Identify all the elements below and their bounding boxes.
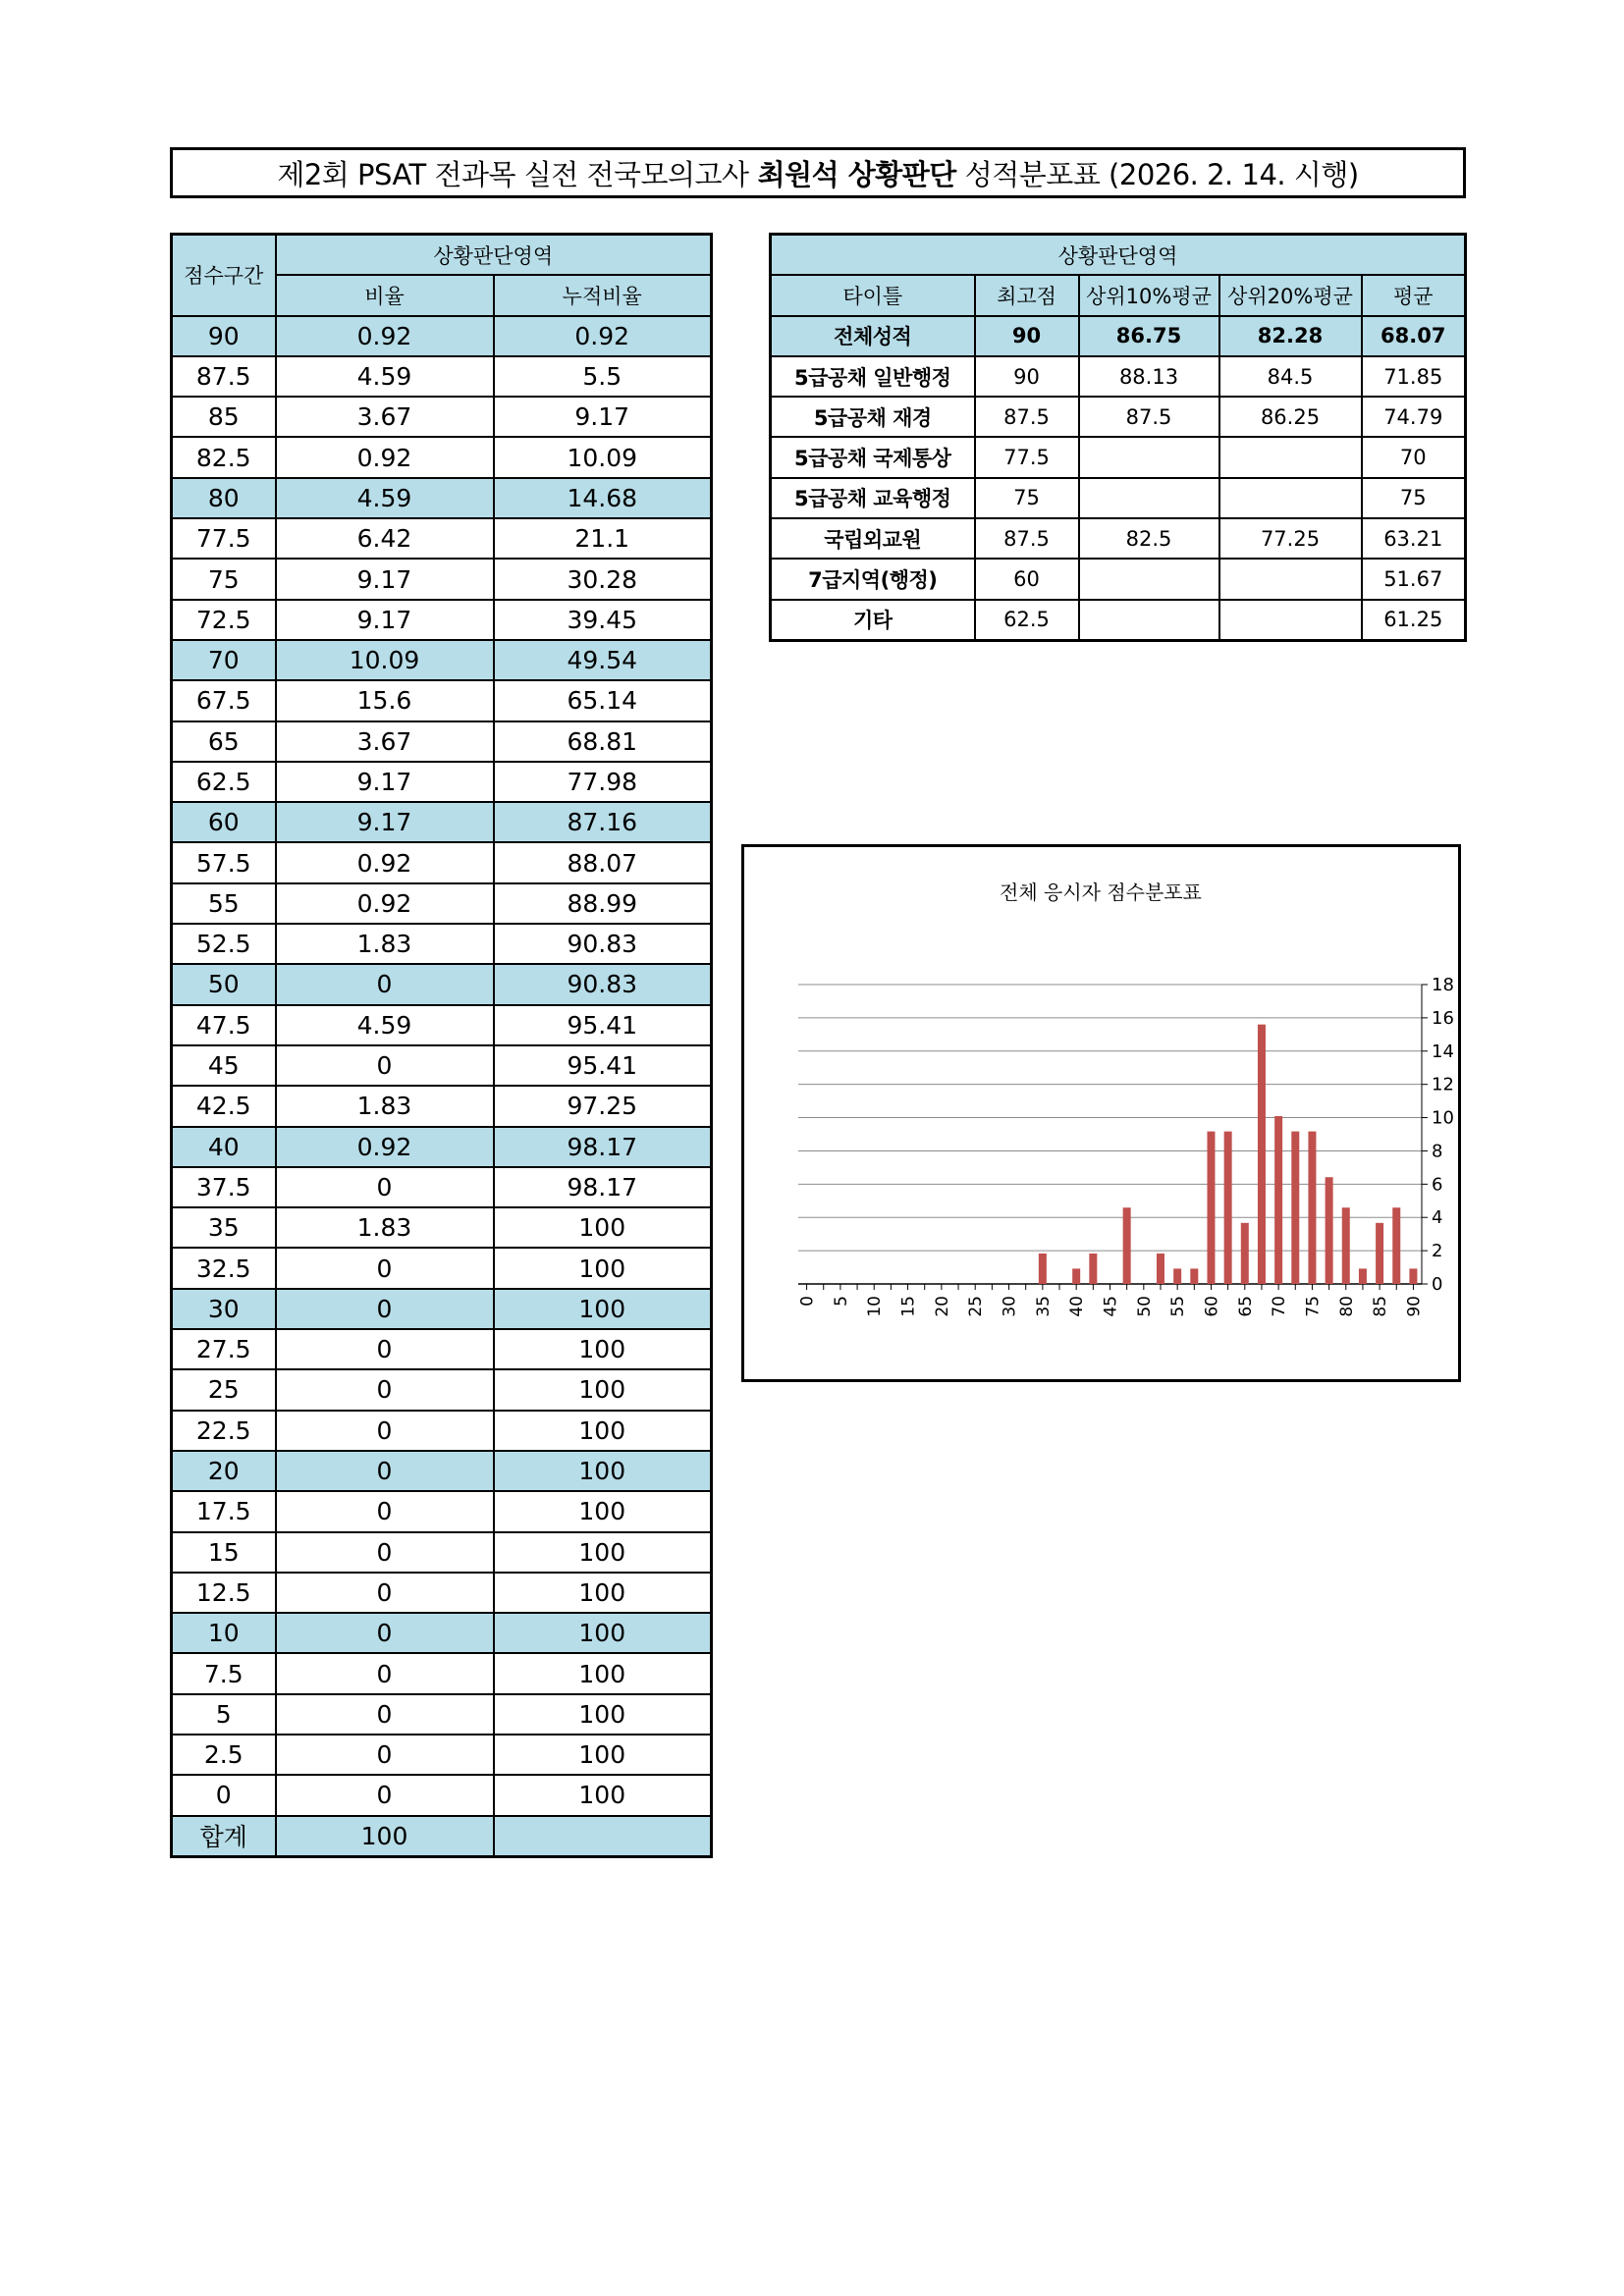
score-row bbox=[172, 1451, 712, 1491]
ratio-cell: 0 bbox=[276, 1248, 494, 1288]
column-header-title: 타이틀 bbox=[771, 275, 975, 315]
x-tick-label: 45 bbox=[1101, 1296, 1121, 1317]
top20-avg-cell bbox=[1219, 478, 1362, 518]
cumulative-cell: 100 bbox=[494, 1451, 712, 1491]
score-cell: 35 bbox=[172, 1207, 276, 1248]
x-tick-label: 40 bbox=[1067, 1296, 1088, 1317]
ratio-cell: 0.92 bbox=[276, 437, 494, 477]
score-row bbox=[172, 842, 712, 882]
score-row bbox=[172, 437, 712, 477]
bar bbox=[1274, 1116, 1282, 1284]
ratio-cell: 9.17 bbox=[276, 762, 494, 802]
chart-bars bbox=[1039, 1025, 1418, 1284]
score-cell: 52.5 bbox=[172, 924, 276, 964]
cumulative-cell: 10.09 bbox=[494, 437, 712, 477]
top20-avg-cell bbox=[1219, 600, 1362, 641]
stats-label-cell: 5급공채 교육행정 bbox=[771, 478, 975, 518]
ratio-cell: 6.42 bbox=[276, 518, 494, 559]
y-tick-label: 12 bbox=[1432, 1074, 1454, 1095]
bar bbox=[1409, 1268, 1417, 1284]
x-tick-label: 50 bbox=[1134, 1296, 1155, 1317]
score-cell: 75 bbox=[172, 559, 276, 599]
ratio-cell: 0 bbox=[276, 1369, 494, 1410]
score-cell: 42.5 bbox=[172, 1086, 276, 1126]
total-value: 100 bbox=[276, 1816, 494, 1857]
score-cell: 70 bbox=[172, 640, 276, 680]
ratio-cell: 9.17 bbox=[276, 802, 494, 842]
top10-avg-cell bbox=[1079, 600, 1219, 641]
ratio-cell: 9.17 bbox=[276, 600, 494, 640]
score-row bbox=[172, 1248, 712, 1288]
score-cell: 72.5 bbox=[172, 600, 276, 640]
x-tick-label: 15 bbox=[898, 1296, 919, 1317]
score-row bbox=[172, 1775, 712, 1815]
score-cell: 62.5 bbox=[172, 762, 276, 802]
score-table-body bbox=[172, 316, 712, 1857]
y-tick-label: 18 bbox=[1432, 975, 1454, 995]
ratio-cell: 0.92 bbox=[276, 883, 494, 924]
bar bbox=[1173, 1268, 1181, 1284]
score-row bbox=[172, 1369, 712, 1410]
top20-avg-cell: 82.28 bbox=[1219, 316, 1362, 356]
bar bbox=[1190, 1268, 1198, 1284]
x-tick-label: 90 bbox=[1404, 1296, 1425, 1317]
bar bbox=[1123, 1207, 1131, 1284]
cumulative-cell: 95.41 bbox=[494, 1005, 712, 1045]
top10-avg-cell: 87.5 bbox=[1079, 397, 1219, 437]
score-row bbox=[172, 640, 712, 680]
bar bbox=[1359, 1268, 1367, 1284]
cumulative-cell: 100 bbox=[494, 1735, 712, 1775]
score-row bbox=[172, 397, 712, 437]
ratio-cell: 0 bbox=[276, 1329, 494, 1369]
x-tick-label: 30 bbox=[1000, 1296, 1020, 1317]
x-tick-label: 10 bbox=[865, 1296, 886, 1317]
ratio-cell: 0 bbox=[276, 964, 494, 1004]
x-tick-label: 55 bbox=[1168, 1296, 1189, 1317]
score-cell: 77.5 bbox=[172, 518, 276, 559]
stats-row bbox=[771, 316, 1466, 356]
title-prefix: 제2회 PSAT 전과목 실전 전국모의고사 bbox=[277, 157, 749, 191]
ratio-cell: 0 bbox=[276, 1653, 494, 1693]
average-cell: 68.07 bbox=[1362, 316, 1466, 356]
ratio-cell: 0 bbox=[276, 1045, 494, 1086]
stats-row bbox=[771, 559, 1466, 599]
ratio-cell: 4.59 bbox=[276, 356, 494, 397]
cumulative-cell: 100 bbox=[494, 1248, 712, 1288]
x-tick-label: 70 bbox=[1270, 1296, 1290, 1317]
x-tick-label: 0 bbox=[797, 1296, 818, 1307]
score-cell: 30 bbox=[172, 1289, 276, 1329]
bar bbox=[1392, 1207, 1400, 1284]
score-cell: 65 bbox=[172, 721, 276, 762]
ratio-cell: 10.09 bbox=[276, 640, 494, 680]
ratio-cell: 1.83 bbox=[276, 1086, 494, 1126]
ratio-header: 비율 bbox=[276, 275, 494, 315]
score-cell: 90 bbox=[172, 316, 276, 356]
score-row bbox=[172, 762, 712, 802]
stats-label-cell: 전체성적 bbox=[771, 316, 975, 356]
score-row bbox=[172, 356, 712, 397]
ratio-cell: 4.59 bbox=[276, 1005, 494, 1045]
ratio-cell: 0 bbox=[276, 1532, 494, 1573]
cumulative-cell: 90.83 bbox=[494, 964, 712, 1004]
score-distribution-chart bbox=[741, 844, 1461, 1382]
score-row bbox=[172, 1653, 712, 1693]
total-label: 합계 bbox=[172, 1816, 276, 1857]
x-tick-label: 60 bbox=[1202, 1296, 1222, 1317]
top10-avg-cell bbox=[1079, 478, 1219, 518]
cumulative-cell: 100 bbox=[494, 1207, 712, 1248]
y-tick-label: 10 bbox=[1432, 1107, 1454, 1129]
bar bbox=[1207, 1132, 1215, 1284]
ratio-cell: 9.17 bbox=[276, 559, 494, 599]
score-cell: 85 bbox=[172, 397, 276, 437]
ratio-cell: 1.83 bbox=[276, 924, 494, 964]
ratio-cell: 0 bbox=[276, 1694, 494, 1735]
bar bbox=[1342, 1207, 1350, 1284]
column-header-max: 최고점 bbox=[975, 275, 1079, 315]
max-score-cell: 90 bbox=[975, 316, 1079, 356]
top20-avg-cell bbox=[1219, 559, 1362, 599]
score-cell: 87.5 bbox=[172, 356, 276, 397]
score-cell: 80 bbox=[172, 478, 276, 518]
area-header: 상황판단영역 bbox=[276, 235, 712, 276]
top20-avg-cell: 84.5 bbox=[1219, 356, 1362, 397]
top20-avg-cell bbox=[1219, 437, 1362, 477]
cumulative-cell: 100 bbox=[494, 1532, 712, 1573]
bar bbox=[1258, 1025, 1266, 1284]
score-cell: 82.5 bbox=[172, 437, 276, 477]
score-row bbox=[172, 1411, 712, 1451]
cumulative-header: 누적비율 bbox=[494, 275, 712, 315]
score-row bbox=[172, 600, 712, 640]
score-cell: 7.5 bbox=[172, 1653, 276, 1693]
top10-avg-cell: 82.5 bbox=[1079, 518, 1219, 559]
score-row bbox=[172, 1086, 712, 1126]
top10-avg-cell bbox=[1079, 559, 1219, 599]
ratio-cell: 0 bbox=[276, 1775, 494, 1815]
ratio-cell: 0 bbox=[276, 1451, 494, 1491]
stats-label-cell: 5급공채 일반행정 bbox=[771, 356, 975, 397]
average-cell: 75 bbox=[1362, 478, 1466, 518]
score-row bbox=[172, 883, 712, 924]
cumulative-cell: 100 bbox=[494, 1329, 712, 1369]
score-row bbox=[172, 1735, 712, 1775]
cumulative-cell: 98.17 bbox=[494, 1167, 712, 1207]
score-cell: 22.5 bbox=[172, 1411, 276, 1451]
score-cell: 25 bbox=[172, 1369, 276, 1410]
stats-label-cell: 국립외교원 bbox=[771, 518, 975, 559]
cumulative-cell: 49.54 bbox=[494, 640, 712, 680]
ratio-cell: 1.83 bbox=[276, 1207, 494, 1248]
ratio-cell: 0 bbox=[276, 1735, 494, 1775]
score-cell: 57.5 bbox=[172, 842, 276, 882]
ratio-cell: 0 bbox=[276, 1167, 494, 1207]
score-cell: 37.5 bbox=[172, 1167, 276, 1207]
page-title bbox=[170, 147, 1466, 198]
score-row bbox=[172, 1329, 712, 1369]
cumulative-cell: 90.83 bbox=[494, 924, 712, 964]
bar bbox=[1072, 1268, 1080, 1284]
stats-row bbox=[771, 356, 1466, 397]
score-row bbox=[172, 1573, 712, 1613]
score-row bbox=[172, 1127, 712, 1167]
score-row bbox=[172, 1491, 712, 1531]
x-tick-label: 65 bbox=[1235, 1296, 1256, 1317]
cumulative-cell: 65.14 bbox=[494, 680, 712, 721]
average-cell: 71.85 bbox=[1362, 356, 1466, 397]
ratio-cell: 0.92 bbox=[276, 842, 494, 882]
score-range-header: 점수구간 bbox=[172, 235, 276, 316]
summary-stats-table bbox=[769, 233, 1467, 642]
cumulative-cell: 100 bbox=[494, 1491, 712, 1531]
max-score-cell: 75 bbox=[975, 478, 1079, 518]
x-tick-label: 80 bbox=[1336, 1296, 1357, 1317]
score-cell: 45 bbox=[172, 1045, 276, 1086]
score-cell: 60 bbox=[172, 802, 276, 842]
y-tick-label: 2 bbox=[1432, 1241, 1443, 1262]
x-tick-label: 5 bbox=[831, 1296, 851, 1307]
cumulative-cell: 100 bbox=[494, 1411, 712, 1451]
score-row bbox=[172, 1694, 712, 1735]
cumulative-cell: 100 bbox=[494, 1694, 712, 1735]
stats-area-header: 상황판단영역 bbox=[771, 235, 1466, 276]
max-score-cell: 87.5 bbox=[975, 518, 1079, 559]
score-row bbox=[172, 964, 712, 1004]
stats-label-cell: 5급공채 국제통상 bbox=[771, 437, 975, 477]
average-cell: 63.21 bbox=[1362, 518, 1466, 559]
cumulative-cell: 21.1 bbox=[494, 518, 712, 559]
cumulative-cell: 0.92 bbox=[494, 316, 712, 356]
score-cell: 12.5 bbox=[172, 1573, 276, 1613]
score-cell: 15 bbox=[172, 1532, 276, 1573]
column-header-average: 평균 bbox=[1362, 275, 1466, 315]
score-cell: 5 bbox=[172, 1694, 276, 1735]
y-tick-label: 0 bbox=[1432, 1274, 1443, 1295]
stats-row bbox=[771, 600, 1466, 641]
score-row bbox=[172, 518, 712, 559]
top10-avg-cell: 88.13 bbox=[1079, 356, 1219, 397]
ratio-cell: 0 bbox=[276, 1613, 494, 1653]
top20-avg-cell: 86.25 bbox=[1219, 397, 1362, 437]
max-score-cell: 90 bbox=[975, 356, 1079, 397]
cumulative-cell: 88.99 bbox=[494, 883, 712, 924]
bar bbox=[1157, 1254, 1164, 1284]
stats-label-cell: 기타 bbox=[771, 600, 975, 641]
total-blank-cell bbox=[494, 1816, 712, 1857]
score-cell: 40 bbox=[172, 1127, 276, 1167]
score-row bbox=[172, 1005, 712, 1045]
score-cell: 2.5 bbox=[172, 1735, 276, 1775]
max-score-cell: 87.5 bbox=[975, 397, 1079, 437]
chart-title: 전체 응시자 점수분포표 bbox=[1000, 881, 1202, 904]
x-tick-label: 75 bbox=[1303, 1296, 1324, 1317]
ratio-cell: 0 bbox=[276, 1573, 494, 1613]
cumulative-cell: 88.07 bbox=[494, 842, 712, 882]
y-tick-label: 4 bbox=[1432, 1207, 1443, 1229]
score-row bbox=[172, 802, 712, 842]
x-tick-label: 25 bbox=[966, 1296, 987, 1317]
bar bbox=[1291, 1132, 1299, 1284]
score-row bbox=[172, 1613, 712, 1653]
max-score-cell: 77.5 bbox=[975, 437, 1079, 477]
average-cell: 61.25 bbox=[1362, 600, 1466, 641]
stats-label-cell: 5급공채 재경 bbox=[771, 397, 975, 437]
stats-row bbox=[771, 397, 1466, 437]
ratio-cell: 0 bbox=[276, 1491, 494, 1531]
score-row bbox=[172, 1045, 712, 1086]
cumulative-cell: 100 bbox=[494, 1369, 712, 1410]
ratio-cell: 3.67 bbox=[276, 397, 494, 437]
score-cell: 0 bbox=[172, 1775, 276, 1815]
ratio-cell: 15.6 bbox=[276, 680, 494, 721]
ratio-cell: 4.59 bbox=[276, 478, 494, 518]
cumulative-cell: 100 bbox=[494, 1613, 712, 1653]
y-tick-label: 16 bbox=[1432, 1007, 1454, 1029]
ratio-cell: 0 bbox=[276, 1289, 494, 1329]
bar bbox=[1326, 1177, 1333, 1284]
cumulative-cell: 97.25 bbox=[494, 1086, 712, 1126]
max-score-cell: 60 bbox=[975, 559, 1079, 599]
top20-avg-cell: 77.25 bbox=[1219, 518, 1362, 559]
x-tick-label: 85 bbox=[1371, 1296, 1391, 1317]
y-tick-label: 8 bbox=[1432, 1141, 1443, 1162]
score-row bbox=[172, 1167, 712, 1207]
chart-svg bbox=[744, 847, 1458, 1379]
score-cell: 27.5 bbox=[172, 1329, 276, 1369]
score-row bbox=[172, 316, 712, 356]
cumulative-cell: 98.17 bbox=[494, 1127, 712, 1167]
title-highlight: 최원석 상황판단 bbox=[757, 157, 956, 191]
x-tick-label: 35 bbox=[1033, 1296, 1054, 1317]
stats-row bbox=[771, 437, 1466, 477]
score-row bbox=[172, 559, 712, 599]
column-header-top20: 상위20%평균 bbox=[1219, 275, 1362, 315]
cumulative-cell: 9.17 bbox=[494, 397, 712, 437]
title-suffix: 성적분포표 (2026. 2. 14. 시행) bbox=[964, 157, 1359, 191]
score-row bbox=[172, 1532, 712, 1573]
score-cell: 55 bbox=[172, 883, 276, 924]
cumulative-cell: 39.45 bbox=[494, 600, 712, 640]
score-cell: 17.5 bbox=[172, 1491, 276, 1531]
ratio-cell: 0.92 bbox=[276, 316, 494, 356]
score-row bbox=[172, 1207, 712, 1248]
cumulative-cell: 95.41 bbox=[494, 1045, 712, 1086]
column-header-top10: 상위10%평균 bbox=[1079, 275, 1219, 315]
score-cell: 20 bbox=[172, 1451, 276, 1491]
score-distribution-table bbox=[170, 233, 713, 1858]
average-cell: 70 bbox=[1362, 437, 1466, 477]
cumulative-cell: 14.68 bbox=[494, 478, 712, 518]
cumulative-cell: 30.28 bbox=[494, 559, 712, 599]
score-cell: 50 bbox=[172, 964, 276, 1004]
bar bbox=[1241, 1223, 1249, 1284]
cumulative-cell: 68.81 bbox=[494, 721, 712, 762]
bar bbox=[1039, 1254, 1047, 1284]
score-row bbox=[172, 924, 712, 964]
y-tick-label: 6 bbox=[1432, 1174, 1443, 1196]
x-tick-label: 20 bbox=[932, 1296, 952, 1317]
cumulative-cell: 100 bbox=[494, 1775, 712, 1815]
cumulative-cell: 100 bbox=[494, 1289, 712, 1329]
bar bbox=[1224, 1132, 1232, 1284]
cumulative-cell: 77.98 bbox=[494, 762, 712, 802]
cumulative-cell: 100 bbox=[494, 1653, 712, 1693]
cumulative-cell: 5.5 bbox=[494, 356, 712, 397]
average-cell: 51.67 bbox=[1362, 559, 1466, 599]
stats-table-body bbox=[771, 316, 1466, 641]
ratio-cell: 0.92 bbox=[276, 1127, 494, 1167]
score-row bbox=[172, 680, 712, 721]
score-cell: 32.5 bbox=[172, 1248, 276, 1288]
score-row bbox=[172, 478, 712, 518]
stats-row bbox=[771, 478, 1466, 518]
total-row bbox=[172, 1816, 712, 1857]
ratio-cell: 3.67 bbox=[276, 721, 494, 762]
score-row bbox=[172, 1289, 712, 1329]
max-score-cell: 62.5 bbox=[975, 600, 1079, 641]
bar bbox=[1308, 1132, 1316, 1284]
cumulative-cell: 100 bbox=[494, 1573, 712, 1613]
score-cell: 67.5 bbox=[172, 680, 276, 721]
stats-label-cell: 7급지역(행정) bbox=[771, 559, 975, 599]
bar bbox=[1089, 1254, 1097, 1284]
score-cell: 10 bbox=[172, 1613, 276, 1653]
score-cell: 47.5 bbox=[172, 1005, 276, 1045]
ratio-cell: 0 bbox=[276, 1411, 494, 1451]
score-row bbox=[172, 721, 712, 762]
top10-avg-cell bbox=[1079, 437, 1219, 477]
top10-avg-cell: 86.75 bbox=[1079, 316, 1219, 356]
average-cell: 74.79 bbox=[1362, 397, 1466, 437]
cumulative-cell: 87.16 bbox=[494, 802, 712, 842]
bar bbox=[1376, 1223, 1383, 1284]
stats-row bbox=[771, 518, 1466, 559]
y-tick-label: 14 bbox=[1432, 1041, 1454, 1062]
